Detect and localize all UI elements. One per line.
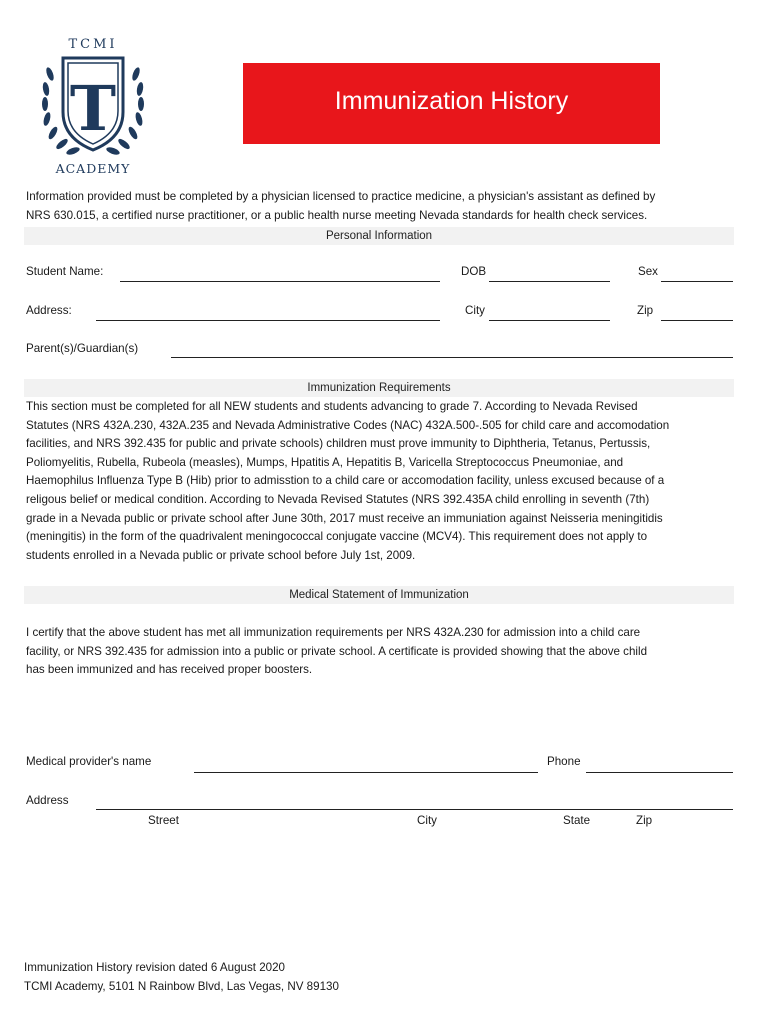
sex-field[interactable] [661, 281, 733, 282]
requirements-line: Poliomyelitis, Rubella, Rubeola (measles), Mumps, Hpatitis A, Hepatitis B, Varicella Streptococcus Pneumoniae, and [26, 455, 624, 469]
requirements-line: This section must be completed for all NEW students and students advancing to grade 7. According to Nevada Revised [26, 400, 638, 413]
logo-monogram: T [69, 72, 117, 145]
requirements-line: Haemophilus Influenza Type B (Hib) prior to admisstion to a child care or accomodation facility, unless excused because of a [26, 474, 665, 488]
requirements-line: students enrolled in a Nevada public or private school before July 1st, 2009. [26, 548, 416, 562]
street-label: Street [148, 814, 179, 827]
logo-top-text: TCMI [68, 37, 118, 52]
provider-city-label: City [417, 814, 437, 827]
requirements-line: (meningitis) in the form of the quadrivalent meningococcal conjugate vaccine (MCV4). This requirement does not apply to [26, 530, 648, 544]
requirements-line: grade in a Nevada public or private school after June 30th, 2017 must receive an immuniation against Neisseria meningitidis [26, 511, 663, 525]
statement-heading: Medical Statement of Immunization [24, 586, 734, 604]
page-title: Immunization History [334, 87, 569, 115]
address-field[interactable] [96, 320, 440, 321]
statement-line: has been immunized and has received proper boosters. [26, 663, 313, 677]
zip-label: Zip [637, 304, 654, 317]
dob-field[interactable] [489, 281, 610, 282]
requirements-line: facilities, and NRS 392.435 for public and private schools) children must prove immunity to Diphtheria, Tetanus, Pertussis, [26, 437, 651, 451]
guardian-label: Parent(s)/Guardian(s) [26, 342, 139, 355]
requirements-heading: Immunization Requirements [24, 379, 734, 397]
provider-zip-label: Zip [636, 814, 653, 827]
city-label: City [465, 304, 485, 317]
intro-line-2: NRS 630.015, a certified nurse practitioner, or a public health nurse meeting Nevada standards for health check services. [26, 209, 648, 222]
footer-address: TCMI Academy, 5101 N Rainbow Blvd, Las Vegas, NV 89130 [24, 980, 339, 993]
city-field[interactable] [489, 320, 610, 321]
zip-field[interactable] [661, 320, 733, 321]
statement-text [26, 624, 738, 680]
requirements-line: religous belief or medical condition. According to Nevada Revised Statutes (NRS 392.435A child enrolling in seventh (7th) [26, 492, 650, 506]
title-banner [243, 63, 660, 144]
provider-name-label: Medical provider's name [26, 755, 152, 768]
student-name-field[interactable] [120, 281, 440, 282]
provider-address-field[interactable] [96, 809, 733, 810]
guardian-field[interactable] [171, 357, 733, 358]
footer-revision: Immunization History revision dated 6 August 2020 [24, 961, 286, 974]
provider-name-field[interactable] [194, 772, 538, 773]
address-label: Address: [26, 304, 72, 317]
provider-address-label: Address [26, 794, 69, 807]
academy-logo [38, 34, 148, 179]
logo-bottom-text: ACADEMY [55, 161, 131, 176]
statement-line: I certify that the above student has met all immunization requirements per NRS 432A.230 for admission into a child care [26, 626, 641, 639]
statement-line: facility, or NRS 392.435 for admission into a public or private school. A certificate is provided showing that the above child [26, 644, 648, 658]
dob-label: DOB [461, 265, 487, 278]
intro-line-1: Information provided must be completed by a physician licensed to practice medicine, a physician's assistant as defined by [26, 190, 656, 203]
phone-label: Phone [547, 755, 581, 768]
phone-field[interactable] [586, 772, 733, 773]
personal-info-heading: Personal Information [24, 227, 734, 245]
student-name-label: Student Name: [26, 265, 104, 278]
state-label: State [563, 814, 591, 827]
requirements-text [26, 398, 738, 565]
requirements-line: Statutes (NRS 432A.230, 432A.235 and Nevada Administrative Codes (NAC) 432A.500-.505 for child care and accomodation [26, 418, 670, 432]
sex-label: Sex [638, 265, 658, 278]
